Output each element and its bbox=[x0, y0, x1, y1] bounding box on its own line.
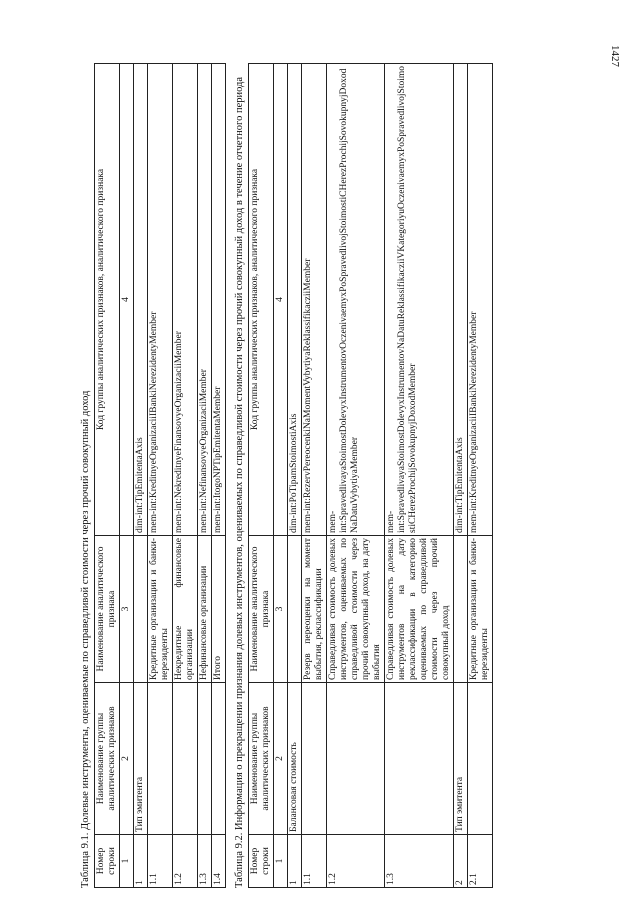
table-row bbox=[385, 64, 454, 888]
feature-name: Справедливая стоимость долевых инструментов на дату реклассификации в категорию оцениваемых по справедливой стоимости через прочий совокупный доход bbox=[385, 536, 454, 683]
code-cell: mem-int:NefinansovyeOrganizaciiMember bbox=[198, 64, 212, 536]
col-number: 2 bbox=[274, 683, 288, 835]
rotated-page-content bbox=[80, 63, 640, 888]
feature-name: Нефинансовые организации bbox=[198, 536, 212, 683]
group-name bbox=[327, 683, 385, 835]
group-name bbox=[198, 683, 212, 835]
feature-name bbox=[134, 536, 148, 683]
feature-name bbox=[454, 536, 468, 683]
table-row bbox=[288, 64, 302, 888]
column-number-row bbox=[120, 64, 134, 888]
code-cell: mem-int:KreditnyeOrganizaciiIBankiNerezidentyMember bbox=[148, 64, 173, 536]
code-cell: mem-int:ItogoNPTipEmitentaMember bbox=[212, 64, 226, 536]
row-number: 1.3 bbox=[198, 835, 212, 888]
col-header-code: Код группы аналитических признаков, аналитического признака bbox=[95, 64, 120, 536]
col-header-number: Номер строки bbox=[249, 835, 274, 888]
table-row bbox=[468, 64, 493, 888]
code-cell: dim-int:TipEmitentaAxis bbox=[454, 64, 468, 536]
row-number: 1.3 bbox=[385, 835, 454, 888]
row-number: 2 bbox=[454, 835, 468, 888]
row-number: 1.1 bbox=[302, 835, 327, 888]
col-number: 1 bbox=[120, 835, 134, 888]
table-row bbox=[148, 64, 173, 888]
col-header-group-name: Наименование группы аналитических признаков bbox=[95, 683, 120, 835]
col-number: 1 bbox=[274, 835, 288, 888]
row-number: 1.2 bbox=[173, 835, 198, 888]
col-header-feature-name: Наименование аналитического признака bbox=[249, 536, 274, 683]
col-number: 4 bbox=[120, 64, 134, 536]
feature-name: Справедливая стоимость долевых инструментов, оцениваемых по справедливой стоимости через прочий совокупный доход, на дату выбытия bbox=[327, 536, 385, 683]
col-number: 2 bbox=[120, 683, 134, 835]
group-name bbox=[212, 683, 226, 835]
table-header-row bbox=[249, 64, 274, 888]
feature-name: Кредитные организации и банки-нерезиденты bbox=[468, 536, 493, 683]
col-header-code: Код группы аналитических признаков, аналитического признака bbox=[249, 64, 274, 536]
row-number: 1.1 bbox=[148, 835, 173, 888]
group-name bbox=[173, 683, 198, 835]
col-header-number: Номер строки bbox=[95, 835, 120, 888]
table-row bbox=[327, 64, 385, 888]
col-number: 3 bbox=[120, 536, 134, 683]
group-name bbox=[385, 683, 454, 835]
col-number: 4 bbox=[274, 64, 288, 536]
page-number: 1427 bbox=[609, 45, 621, 67]
table-9-1-caption: Таблица 9.1. Долевые инструменты, оцениваемые по справедливой стоимости через прочий совокупный доход bbox=[80, 390, 91, 888]
feature-name: Итого bbox=[212, 536, 226, 683]
group-name bbox=[148, 683, 173, 835]
col-number: 3 bbox=[274, 536, 288, 683]
feature-name: Кредитные организации и банки-нерезиденты bbox=[148, 536, 173, 683]
group-name: Балансовая стоимость bbox=[288, 683, 302, 835]
row-number: 1.2 bbox=[327, 835, 385, 888]
code-cell: mem-int:KreditnyeOrganizaciiIBankiNerezidentyMember bbox=[468, 64, 493, 536]
code-cell: dim-int:TipEmitentaAxis bbox=[134, 64, 148, 536]
row-number: 1.4 bbox=[212, 835, 226, 888]
table-9-2-caption: Таблица 9.2. Информация о прекращении признания долевых инструментов, оцениваемых по справедливой стоимости через прочий совокупный доход в течение отчетного периода bbox=[234, 76, 245, 888]
col-header-feature-name: Наименование аналитического признака bbox=[95, 536, 120, 683]
feature-name: Некредитные финансовые организации bbox=[173, 536, 198, 683]
table-header-row bbox=[95, 64, 120, 888]
row-number: 1 bbox=[134, 835, 148, 888]
table-9-2 bbox=[248, 63, 493, 888]
group-name bbox=[468, 683, 493, 835]
group-name bbox=[302, 683, 327, 835]
col-header-group-name: Наименование группы аналитических признаков bbox=[249, 683, 274, 835]
row-number: 2.1 bbox=[468, 835, 493, 888]
column-number-row bbox=[274, 64, 288, 888]
code-cell: mem-int:SpravedlivayaStoimostDolevyxInstrumentovOczenivaemyxPoSpravedlivojStoimostiCHerezProchijSovokupnyjDoxodNaDatuVybytiyaMember bbox=[327, 64, 385, 536]
group-name: Тип эмитента bbox=[454, 683, 468, 835]
feature-name: Резерв переоценки на момент выбытия, реклассификации bbox=[302, 536, 327, 683]
code-cell: mem-int:NekreditnyeFinansovyeOrganizaciiMember bbox=[173, 64, 198, 536]
table-row bbox=[454, 64, 468, 888]
table-row bbox=[302, 64, 327, 888]
table-row bbox=[173, 64, 198, 888]
table-row bbox=[134, 64, 148, 888]
feature-name bbox=[288, 536, 302, 683]
table-9-1 bbox=[94, 63, 226, 888]
table-row bbox=[198, 64, 212, 888]
code-cell: mem-int:RezervPereocenkiNaMomentVybytiyaReklassifikacziiMember bbox=[302, 64, 327, 536]
code-cell: mem-int:SpravedlivayaStoimostDolevyxInstrumentovNaDatuReklassifikacziiVKategoriyuOczenivaemyxPoSpravedlivojStoimostiCHerezProchijSovokupnyjDoxodMember bbox=[385, 64, 454, 536]
group-name: Тип эмитента bbox=[134, 683, 148, 835]
row-number: 1 bbox=[288, 835, 302, 888]
table-row bbox=[212, 64, 226, 888]
code-cell: dim-int:PoTipamStoimostiAxis bbox=[288, 64, 302, 536]
